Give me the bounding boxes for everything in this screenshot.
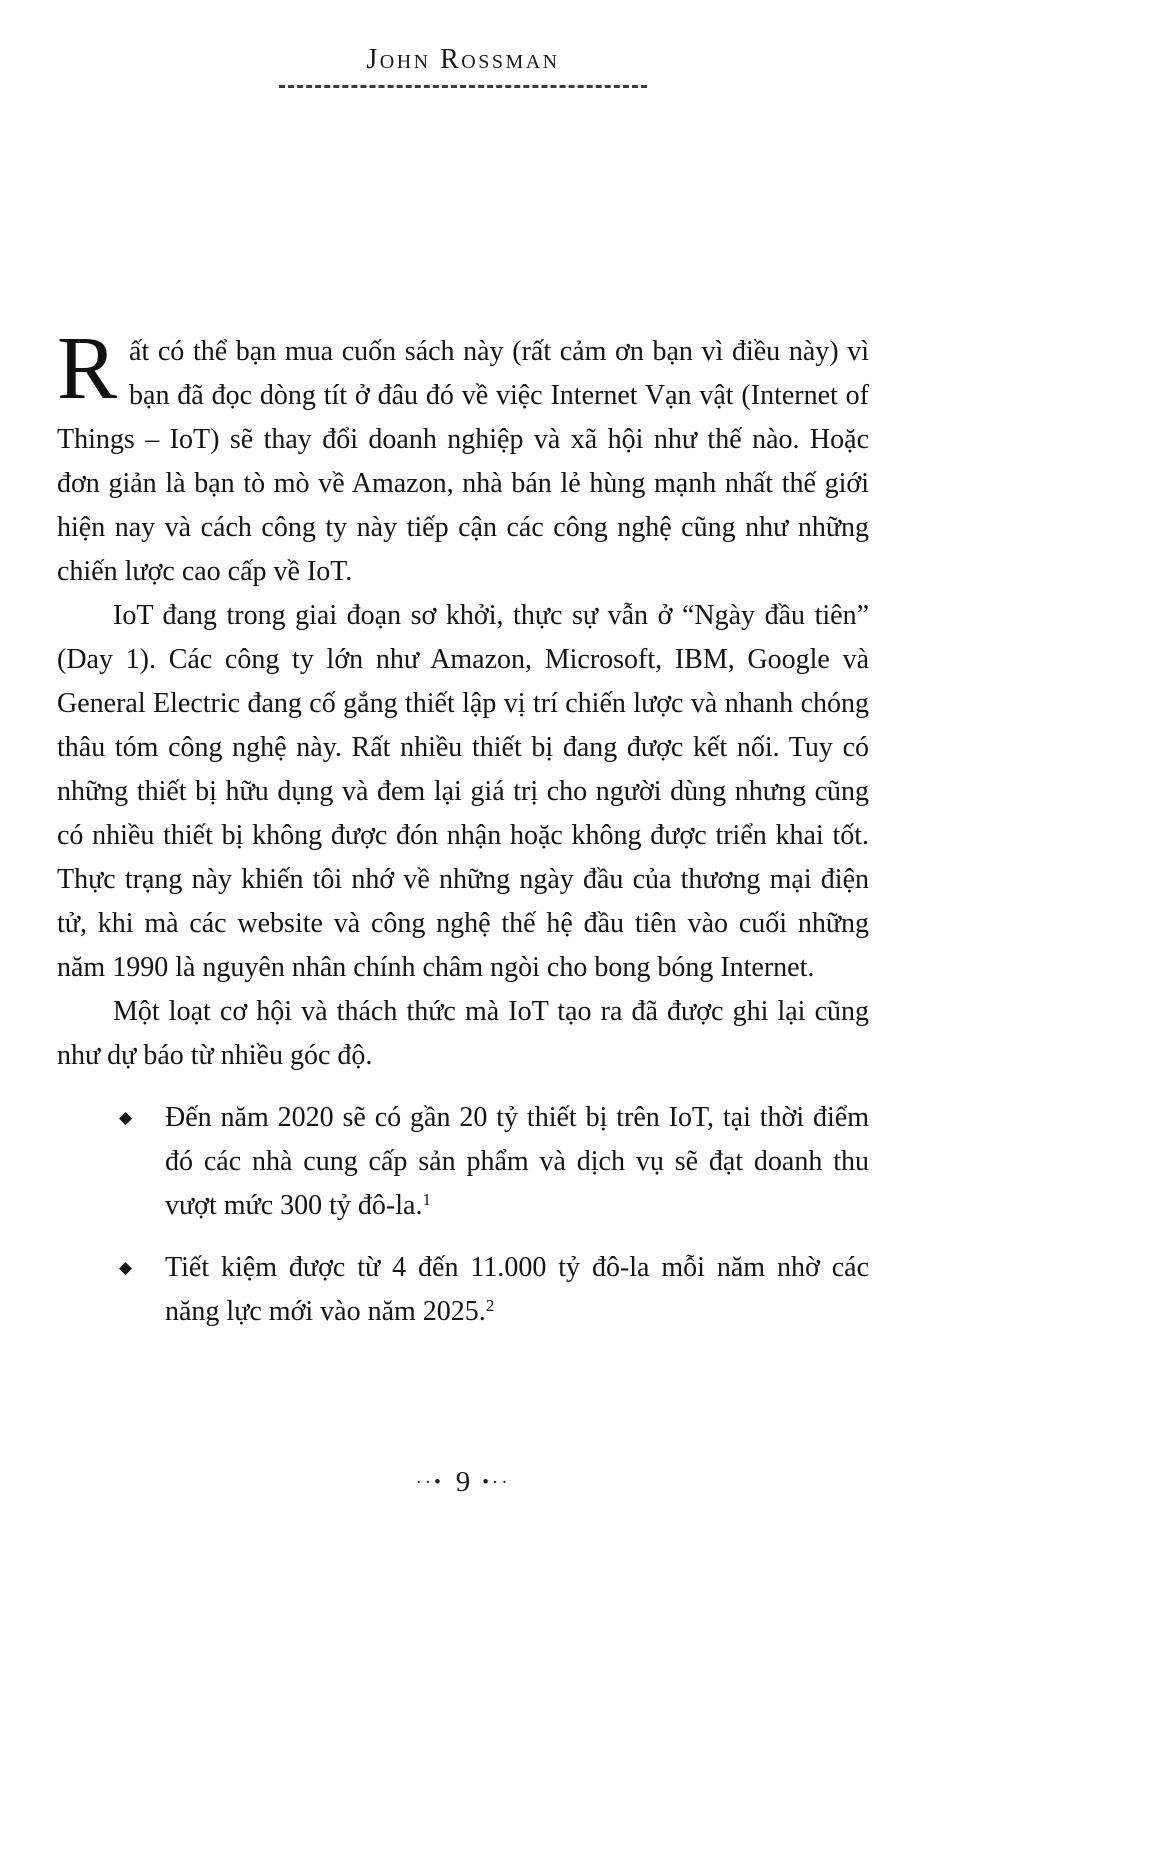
diamond-bullet-icon: ◆ [119, 1258, 133, 1277]
header-dashed-rule [279, 85, 647, 88]
page-footer [57, 1466, 869, 1499]
page-number: 9 [455, 1466, 471, 1498]
bullet-list [57, 1096, 869, 1334]
bullet-text: Đến năm 2020 sẽ có gần 20 tỷ thiết bị trên IoT, tại thời điểm đó các nhà cung cấp sản phẩm và dịch vụ sẽ đạt doanh thu vượt mức 300 tỷ đô-la. [165, 1102, 869, 1221]
paragraph-opening-text: ất có thể bạn mua cuốn sách này (rất cảm ơn bạn vì điều này) vì bạn đã đọc dòng tít ở đâu đó về việc Internet Vạn vật (Internet of Things – IoT) sẽ thay đổi doanh nghiệp và xã hội như thế nào. Hoặc đơn giản là bạn tò mò về Amazon, nhà bán lẻ hùng mạnh nhất thế giới hiện nay và cách công ty này tiếp cận các công nghệ cũng như những chiến lược cao cấp về IoT. [57, 336, 869, 587]
dropcap-letter: R [57, 319, 118, 418]
diamond-bullet-icon: ◆ [119, 1108, 133, 1127]
footnote-reference: 2 [485, 1296, 495, 1315]
list-item [117, 1096, 869, 1228]
running-header [57, 44, 869, 88]
body-text-column [57, 319, 869, 1334]
footer-ornament-left: ··• [415, 1472, 444, 1493]
footer-ornament-right: •·· [482, 1472, 511, 1493]
bullet-text: Tiết kiệm được từ 4 đến 11.000 tỷ đô-la mỗi năm nhờ các năng lực mới vào năm 2025. [165, 1252, 869, 1327]
footnote-reference: 1 [422, 1190, 431, 1209]
paragraph-opening [57, 319, 869, 594]
paragraph-opportunities: Một loạt cơ hội và thách thức mà IoT tạo ra đã được ghi lại cũng như dự báo từ nhiều góc độ. [57, 996, 869, 1071]
running-header-author: John Rossman [366, 44, 560, 75]
list-item [117, 1246, 869, 1334]
paragraph-iot-early-days: IoT đang trong giai đoạn sơ khởi, thực sự vẫn ở “Ngày đầu tiên” (Day 1). Các công ty lớn như Amazon, Microsoft, IBM, Google và General Electric đang cố gắng thiết lập vị trí chiến lược và nhanh chóng thâu tóm công nghệ này. Rất nhiều thiết bị đang được kết nối. Tuy có những thiết bị hữu dụng và đem lại giá trị cho người dùng nhưng cũng có nhiều thiết bị không được đón nhận hoặc không được triển khai tốt. Thực trạng này khiến tôi nhớ về những ngày đầu của thương mại điện tử, khi mà các website và công nghệ thế hệ đầu tiên vào cuối những năm 1990 là nguyên nhân chính châm ngòi cho bong bóng Internet. [57, 600, 869, 983]
